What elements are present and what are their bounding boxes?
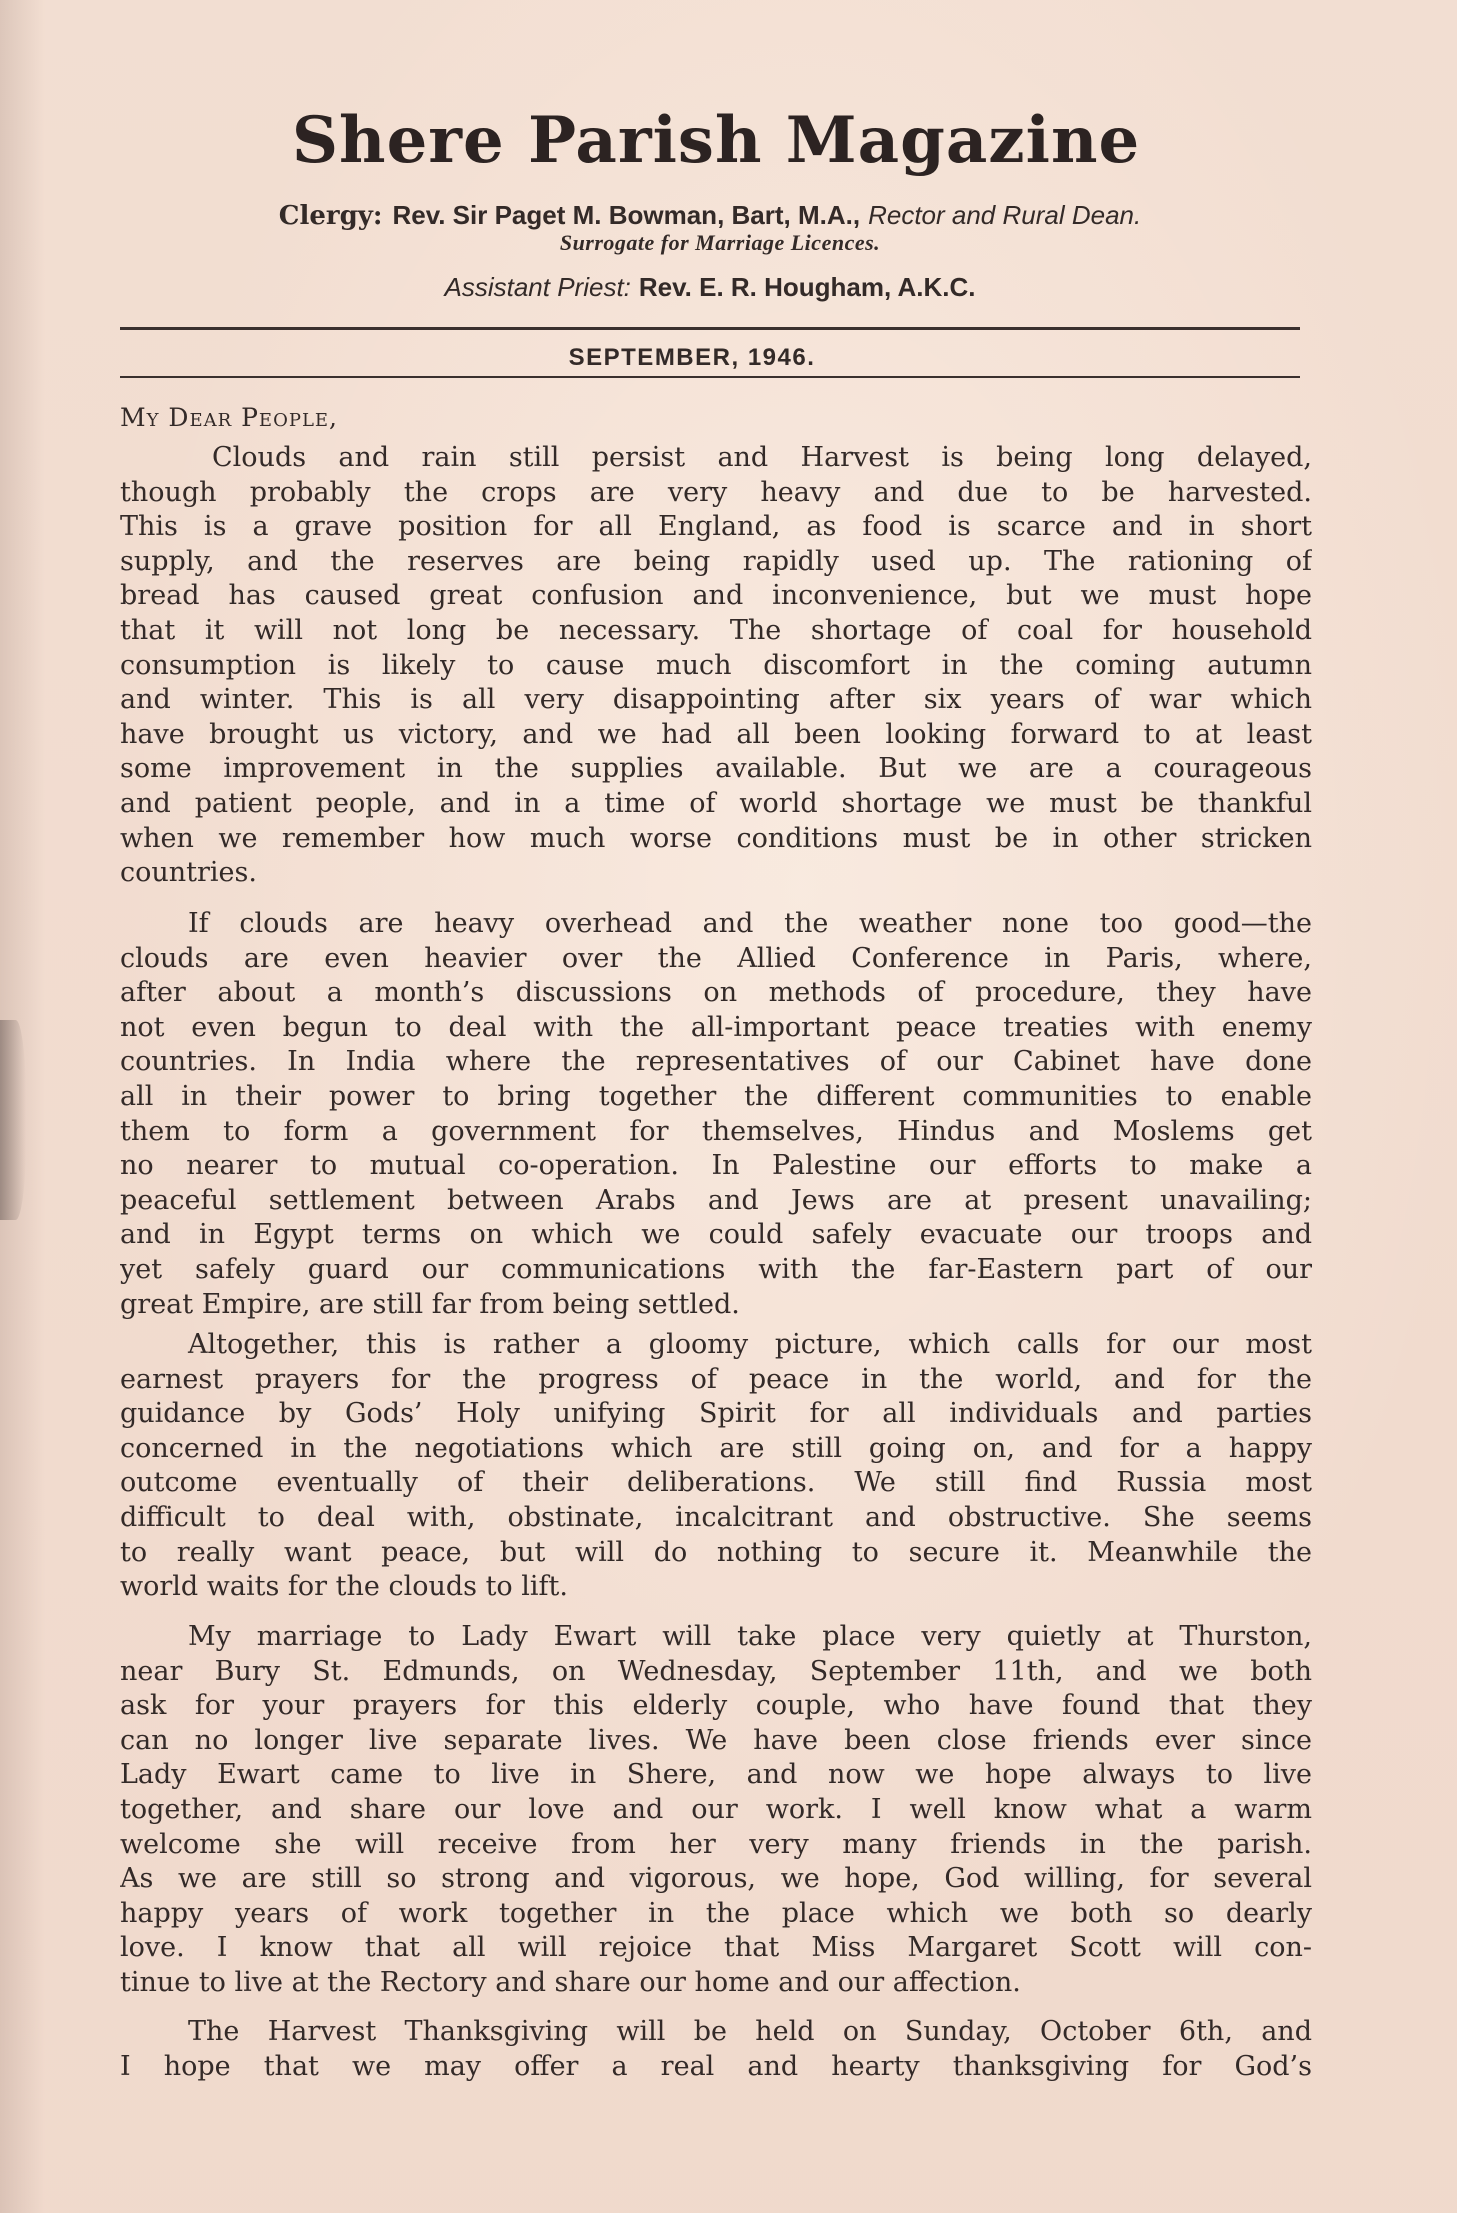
body-line: countries. In India where the representatives of our Cabinet have done — [120, 1046, 1312, 1078]
body-line: As we are still so strong and vigorous, we hope, God willing, for several — [120, 1863, 1312, 1895]
clergy-line — [150, 198, 1270, 232]
body-line: The Harvest Thanksgiving will be held on Sunday, October 6th, and — [188, 2016, 1312, 2047]
body-line: world waits for the clouds to lift. — [120, 1571, 568, 1603]
body-line: some improvement in the supplies available. But we are a courageous — [120, 753, 1312, 785]
body-line: outcome eventually of their deliberations. We still find Russia most — [120, 1467, 1312, 1499]
body-line: have brought us victory, and we had all been looking forward to at least — [120, 718, 1312, 750]
body-line: I hope that we may offer a real and hearty thanksgiving for God’s — [120, 2050, 1312, 2082]
body-line: together, and share our love and our work. I well know what a warm — [120, 1793, 1312, 1825]
body-line: though probably the crops are very heavy and due to be harvested. — [120, 476, 1312, 508]
body-line: when we remember how much worse conditions must be in other stricken — [120, 822, 1312, 854]
body-line: all in their power to bring together the different communities to enable — [120, 1080, 1312, 1112]
rector-role: Rector and Rural Dean. — [868, 200, 1142, 230]
header-rule-bottom — [120, 376, 1300, 378]
body-line: yet safely guard our communications with the far-Eastern part of our — [120, 1253, 1312, 1285]
body-line: and winter. This is all very disappointing after six years of war which — [120, 684, 1312, 716]
body-line: welcome she will receive from her very many friends in the parish. — [120, 1828, 1312, 1860]
body-line: near Bury St. Edmunds, on Wednesday, September 11th, and we both — [120, 1655, 1312, 1687]
body-line: countries. — [120, 857, 257, 889]
surrogate-note: Surrogate for Marriage Licences. — [559, 230, 881, 255]
clergy-label: Clergy: — [278, 201, 383, 231]
body-line: that it will not long be necessary. The shortage of coal for household — [120, 614, 1312, 646]
body-line: ask for your prayers for this elderly couple, who have found that they — [120, 1690, 1312, 1722]
binding-shadow — [0, 1020, 26, 1220]
letter-paragraph — [120, 2015, 1312, 2084]
body-line: guidance by Gods’ Holy unifying Spirit for all individuals and parties — [120, 1398, 1312, 1430]
body-line: consumption is likely to cause much discomfort in the coming autumn — [120, 649, 1312, 681]
body-line: My marriage to Lady Ewart will take place very quietly at Thurston, — [188, 1621, 1312, 1652]
body-line: to really want peace, but will do nothing to secure it. Meanwhile the — [120, 1536, 1312, 1568]
body-line: supply, and the reserves are being rapidly used up. The rationing of — [120, 545, 1312, 577]
magazine-title: Shere Parish Magazine — [291, 103, 1141, 178]
assistant-name: Rev. E. R. Hougham, A.K.C. — [638, 272, 976, 302]
letter-paragraph — [120, 907, 1312, 1322]
body-line: earnest prayers for the progress of peace in the world, and for the — [120, 1363, 1312, 1395]
body-line: peaceful settlement between Arabs and Jews are at present unavailing; — [120, 1184, 1312, 1216]
letter-paragraph — [120, 1620, 1312, 2001]
body-line: great Empire, are still far from being settled. — [120, 1288, 740, 1320]
body-line: can no longer live separate lives. We have been close friends ever since — [120, 1724, 1312, 1756]
body-line: Clouds and rain still persist and Harvest is being long delayed, — [212, 442, 1312, 473]
body-line: and patient people, and in a time of world shortage we must be thankful — [120, 787, 1312, 819]
letter-paragraph — [120, 441, 1312, 891]
rector-name: Rev. Sir Paget M. Bowman, Bart, M.A., — [392, 200, 861, 230]
assistant-label: Assistant Priest: — [444, 272, 631, 302]
body-line: concerned in the negotiations which are still going on, and for a happy — [120, 1432, 1312, 1464]
body-line: and in Egypt terms on which we could safely evacuate our troops and — [120, 1219, 1312, 1251]
body-line: them to form a government for themselves, Hindus and Moslems get — [120, 1115, 1312, 1147]
body-line: happy years of work together in the place which we both so dearly — [120, 1897, 1312, 1929]
body-line: not even begun to deal with the all-important peace treaties with enemy — [120, 1011, 1312, 1043]
body-line: If clouds are heavy overhead and the weather none too good—the — [188, 908, 1312, 939]
body-line: Altogether, this is rather a gloomy picture, which calls for our most — [188, 1329, 1312, 1360]
letter-salutation: My Dear People, — [120, 403, 338, 432]
assistant-priest-line — [300, 270, 1120, 304]
body-line: love. I know that all will rejoice that Miss Margaret Scott will con- — [120, 1932, 1312, 1964]
body-line: difficult to deal with, obstinate, incalcitrant and obstructive. She seems — [120, 1501, 1312, 1533]
issue-date: SEPTEMBER, 1946. — [568, 344, 816, 371]
body-line: tinue to live at the Rectory and share our home and our affection. — [120, 1966, 1021, 1998]
body-line: bread has caused great confusion and inconvenience, but we must hope — [120, 580, 1312, 612]
body-line: after about a month’s discussions on methods of procedure, they have — [120, 977, 1312, 1009]
body-line: Lady Ewart came to live in Shere, and now we hope always to live — [120, 1759, 1312, 1791]
body-line: clouds are even heavier over the Allied Conference in Paris, where, — [120, 942, 1312, 974]
header-rule-top — [120, 327, 1300, 330]
body-line: no nearer to mutual co-operation. In Palestine our efforts to make a — [120, 1150, 1312, 1182]
body-line: This is a grave position for all England, as food is scarce and in short — [120, 511, 1312, 543]
letter-paragraph — [120, 1328, 1312, 1605]
